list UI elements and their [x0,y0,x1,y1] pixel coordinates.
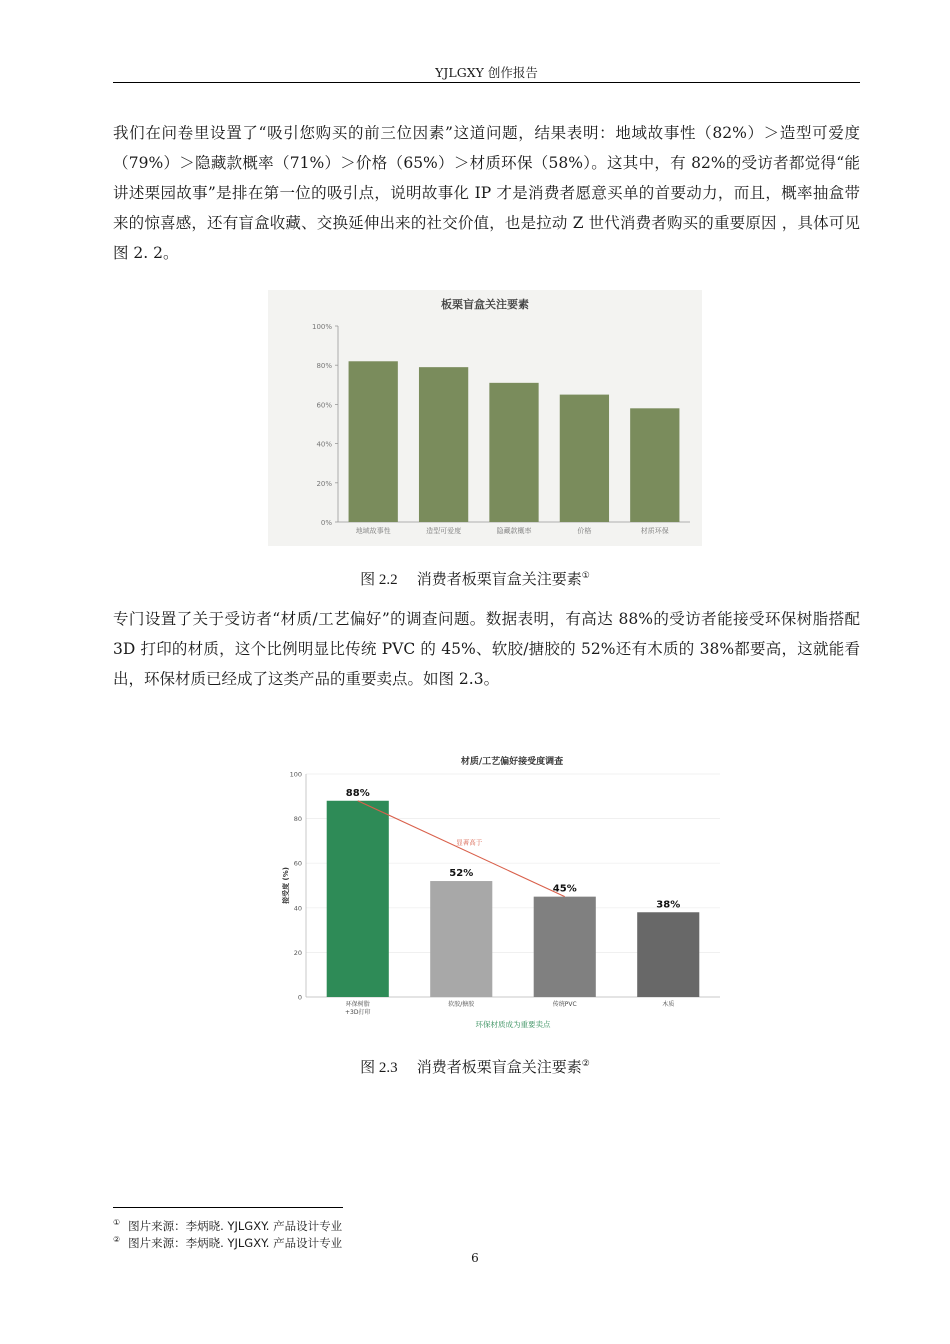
x-tick-label: 隐藏款概率 [496,527,532,535]
caption-text: 消费者板栗盲盒关注要素 [416,1058,582,1076]
footnote-ref[interactable]: ① [581,571,590,581]
footnote-mark: ① [113,1218,121,1227]
y-tick-label: 0% [320,519,332,527]
bar [419,367,468,522]
x-tick-label: 软胶/搪胶 [448,1001,475,1008]
annotation-label: 显著高于 [456,838,483,847]
bar [534,897,596,997]
y-tick-label: 60 [293,859,302,868]
x-tick-label: 环保树脂 [345,1001,370,1008]
x-tick-label: 地域故事性 [355,527,391,535]
footnote-1 [113,1216,342,1233]
y-tick-label: 20 [293,948,302,957]
footnote-divider [113,1207,343,1208]
data-label: 38% [656,899,681,911]
page-header: YJLGXY 创作报告 [113,64,860,83]
x-note: 环保材质成为重要卖点 [475,1020,551,1029]
caption-text: 消费者板栗盲盒关注要素 [416,570,582,588]
paragraph-2: 专门设置了关于受访者“材质/工艺偏好”的调查问题。数据表明，有高达 88%的受访者能接受环保树脂搭配 3D 打印的材质，这个比例明显比传统 PVC 的 45%、软胶/搪胶的 52%还有木质的 38%都要高，这就能看出，环保材质已经成了这类产品的重要卖点。如图 2.3。 [113,610,860,688]
y-tick-label: 60% [316,401,332,410]
y-tick-label: 0 [297,993,302,1002]
figure-2-2 [268,290,702,546]
bar [327,801,389,997]
figure-2-3 [282,748,724,1033]
page-number: 6 [471,1251,479,1265]
chart-material-preference [282,748,724,1033]
data-label: 88% [345,787,370,799]
bar [349,361,398,522]
data-label: 52% [449,868,474,880]
caption-number: 图 2.3 [360,1060,398,1076]
x-tick-label: 木质 [662,1001,675,1008]
y-tick-label: 20% [316,479,332,488]
footnote-text: 图片来源：李炳晓. YJLGXY. 产品设计专业 [128,1235,343,1250]
footnote-mark: ② [113,1235,121,1244]
bar [637,912,699,997]
y-tick-label: 40 [293,904,302,913]
x-tick-label: 材质环保 [640,527,669,535]
y-tick-label: 40% [316,440,332,449]
y-tick-label: 80 [293,815,302,824]
y-axis-label: 接受度 (%) [282,867,290,904]
bar [489,383,538,522]
chart-attention-factors [268,290,702,546]
footnote-text: 图片来源：李炳晓. YJLGXY. 产品设计专业 [128,1218,343,1233]
caption-number: 图 2.2 [360,572,398,588]
y-tick-label: 80% [316,362,332,371]
paragraph-1: 我们在问卷里设置了“吸引您购买的前三位因素”这道问题，结果表明：地域故事性（82%）＞造型可爱度（79%）＞隐藏款概率（71%）＞价格（65%）＞材质环保（58%）。这其中，有 82%的受访者都觉得“能讲述栗园故事”是排在第一位的吸引点，说明故事化 IP 才是消费者愿意买单的首要动力，而且，概率抽盒带来的惊喜感，还有盲盒收藏、交换延伸出来的社交价值，也是拉动 Z 世代消费者购买的重要原因 ，具体可见图 2. 2。 [113,124,860,262]
data-label: 45% [552,883,577,895]
chart-title: 板栗盲盒关注要素 [441,298,529,311]
figure-2-3-caption [0,1056,950,1077]
y-tick-label: 100% [311,323,332,331]
x-tick-label: 价格 [577,527,592,535]
bar [560,395,609,522]
footnote-2 [113,1233,342,1250]
chart-title: 材质/工艺偏好接受度调查 [460,757,564,767]
figure-2-2-caption [0,568,950,589]
bar [630,408,679,522]
x-tick-label: 传统PVC [552,1001,577,1008]
y-tick-label: 100 [289,770,302,779]
x-tick-label: 造型可爱度 [426,527,462,535]
bar [430,881,492,997]
x-tick-label: +3D打印 [345,1009,371,1016]
footnote-ref[interactable]: ② [581,1059,590,1069]
